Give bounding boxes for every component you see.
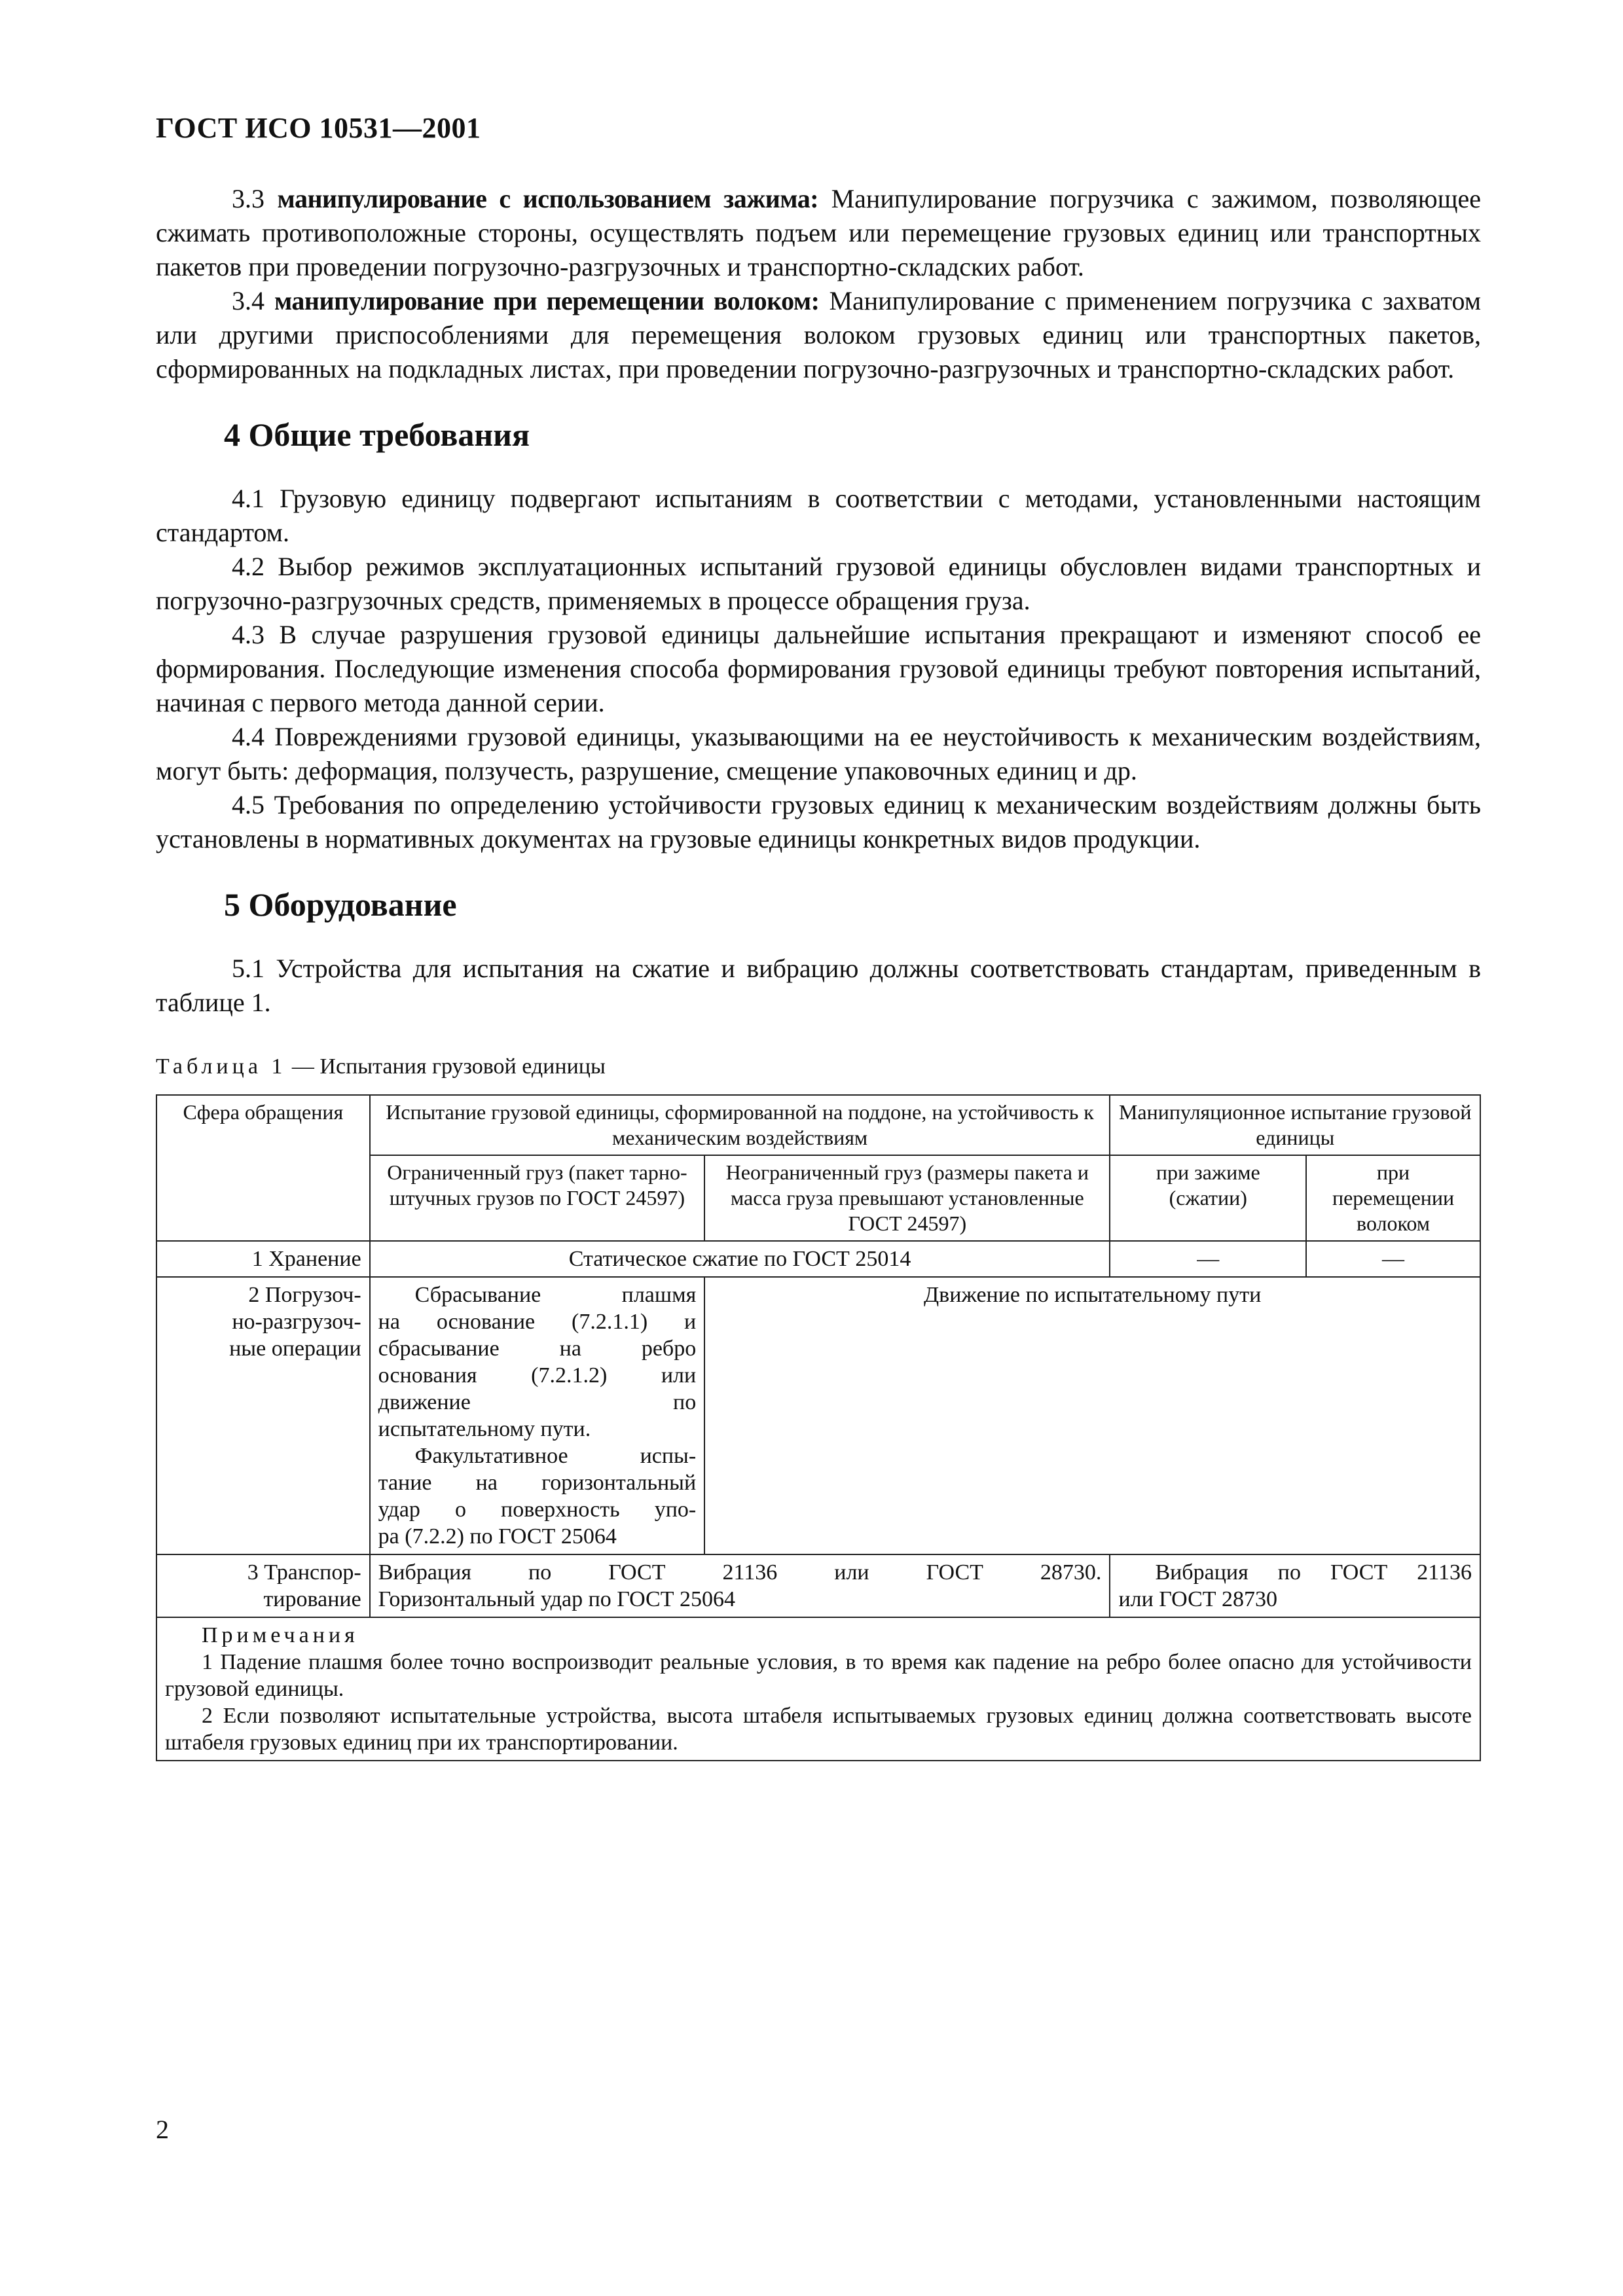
table-caption-label: Таблица 1 (156, 1054, 287, 1079)
clause-number: 3.3 (232, 184, 264, 213)
header-clamp: при зажиме (сжатии) (1110, 1155, 1306, 1241)
clause-5-1: 5.1 Устройства для испытания на сжатие и вибрацию должны соответствовать стандартам, приведенным в таблице 1. (156, 954, 1481, 1017)
clause-4-5: 4.5 Требования по определению устойчивости грузовых единиц к механическим воздействиям должны быть установлены в нормативных документах на грузовые единицы конкретных видов продукции. (156, 790, 1481, 853)
cell-line: движение по (378, 1390, 697, 1414)
note-2: 2 Если позволяют испытательные устройства, высота штабеля испытываемых грузовых единиц должна соответствовать высоте штабеля грузовых единиц при их транспортировании. (165, 1704, 1472, 1755)
cell-line: Сбрасывание плашмя (414, 1283, 697, 1307)
cell-line: ра (7.2.2) по ГОСТ 25064 (378, 1524, 617, 1549)
table-caption (156, 1052, 1481, 1081)
table-row-transport (156, 1554, 1480, 1617)
term-name: манипулирование с использованием зажима: (277, 184, 819, 213)
cell-line: тирование (263, 1587, 361, 1611)
cell-line: или ГОСТ 28730 (1118, 1587, 1278, 1611)
cell-line: сбрасывание на ребро (378, 1336, 697, 1361)
clause-3-3 (156, 182, 1481, 284)
header-handling-test: Манипуляционное испытание грузовой единицы (1110, 1095, 1480, 1155)
section-4-heading: 4 Общие требования (224, 416, 530, 453)
cell-line: 2 Погрузоч- (248, 1283, 361, 1307)
cell-line: на основание (7.2.1.1) и (378, 1310, 697, 1334)
header-unlimited-load: Неограниченный груз (размеры пакета и масса груза превышают установленные ГОСТ 24597) (704, 1155, 1110, 1241)
page-number: 2 (156, 2115, 169, 2144)
header-sphere: Сфера обращения (156, 1095, 370, 1241)
cell-line: Вибрация по ГОСТ 21136 или ГОСТ 28730. (378, 1560, 1102, 1585)
cell-line: основания (7.2.1.2) или (378, 1363, 697, 1388)
table-row-loading (156, 1277, 1480, 1554)
cell-sphere (156, 1277, 370, 1554)
cell-sphere (156, 1554, 370, 1617)
notes-title: Примечания (202, 1623, 359, 1647)
clause-number: 3.4 (232, 286, 264, 315)
cell-line: но-разгрузоч- (232, 1310, 361, 1334)
document-header: ГОСТ ИСО 10531—2001 (156, 112, 481, 144)
table-row-storage (156, 1241, 1480, 1277)
header-pallet-test: Испытание грузовой единицы, сформированной на поддоне, на устойчивость к механическим воздействиям (370, 1095, 1110, 1155)
cell-drag: — (1306, 1241, 1480, 1277)
cell-pallet (370, 1554, 1110, 1617)
clause-3-4 (156, 284, 1481, 386)
header-limited-load: Ограниченный груз (пакет тарно-штучных грузов по ГОСТ 24597) (370, 1155, 705, 1241)
section-5-heading: 5 Оборудование (224, 886, 457, 923)
cell-rest: Движение по испытательному пути (704, 1277, 1480, 1554)
cell-line: тание на горизонтальный (378, 1471, 697, 1495)
cell-line: удар о поверхность упо- (378, 1498, 697, 1522)
cell-limited-load (370, 1277, 705, 1554)
term-definition: Манипулирование с применением погрузчика с захватом или другими приспособлениями для перемещения волоком грузовых единиц или транспортных пакетов, сформированных на подкладных листах, при проведении погрузочно-разгрузочных и транспортно-складских работ. (156, 286, 1481, 384)
table-notes-row (156, 1617, 1480, 1761)
clause-4-4: 4.4 Повреждениями грузовой единицы, указывающими на ее неустойчивость к механическим воздействиям, могут быть: деформация, ползучесть, разрушение, смещение упаковочных единиц и др. (156, 722, 1481, 785)
cell-line: испытательному пути. (378, 1417, 591, 1441)
cell-sphere: 1 Хранение (156, 1241, 370, 1277)
table-notes (156, 1617, 1480, 1761)
note-1: 1 Падение плашмя более точно воспроизводит реальные условия, в то время как падение на ребро более опасно для устойчивости грузовой единицы. (165, 1650, 1472, 1701)
clause-4-1: 4.1 Грузовую единицу подвергают испытаниям в соответствии с методами, установленными настоящим стандартом. (156, 484, 1481, 547)
cell-test: Статическое сжатие по ГОСТ 25014 (370, 1241, 1110, 1277)
table-1 (156, 1094, 1481, 1761)
cell-line: ные операции (229, 1336, 361, 1361)
cell-clamp: — (1110, 1241, 1306, 1277)
header-drag: при перемещении волоком (1306, 1155, 1480, 1241)
clause-4-2: 4.2 Выбор режимов эксплуатационных испытаний грузовой единицы обусловлен видами транспортных и погрузочно-разгрузочных средств, применяемых в процессе обращения груза. (156, 552, 1481, 615)
table-header-row (156, 1095, 1480, 1155)
cell-handling (1110, 1554, 1480, 1617)
cell-line: 3 Транспор- (247, 1560, 361, 1585)
cell-line: Горизонтальный удар по ГОСТ 25064 (378, 1587, 735, 1611)
term-name: манипулирование при перемещении волоком: (274, 286, 820, 315)
clause-4-3: 4.3 В случае разрушения грузовой единицы дальнейшие испытания прекращают и изменяют способ ее формирования. Последующие изменения способа формирования грузовой единицы требуют повторения испытаний, начиная с первого метода данной серии. (156, 620, 1481, 717)
cell-line: Факультативное испы- (414, 1444, 697, 1468)
table-caption-text: — Испытания грузовой единицы (286, 1054, 606, 1079)
page-body (156, 182, 1481, 1761)
cell-line: Вибрация по ГОСТ 21136 (1155, 1560, 1472, 1585)
term-definition: Манипулирование погрузчика с зажимом, позволяющее сжимать противоположные стороны, осуществлять подъем или перемещение грузовых единиц или транспортных пакетов при проведении погрузочно-разгрузочных и транспортно-складских работ. (156, 184, 1481, 281)
